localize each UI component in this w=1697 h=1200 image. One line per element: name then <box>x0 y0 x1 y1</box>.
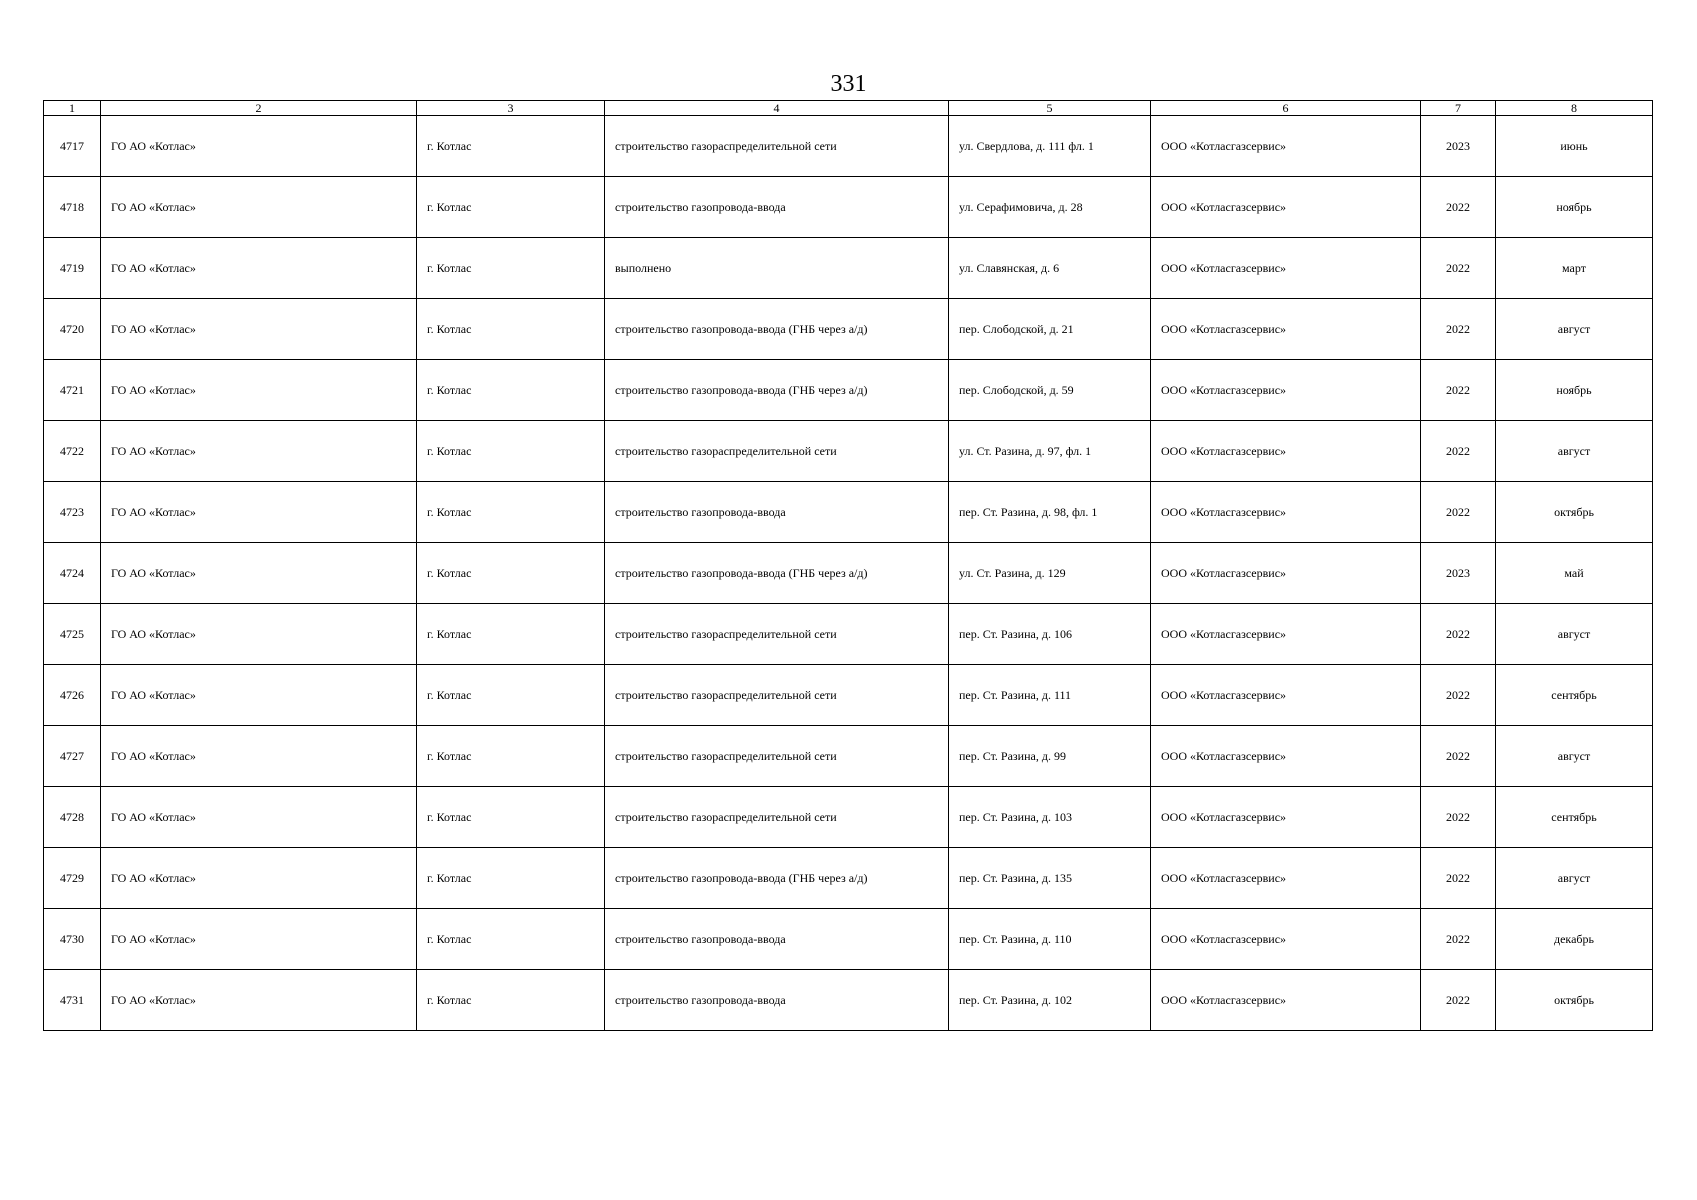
address-cell: ул. Серафимовича, д. 28 <box>949 177 1151 238</box>
month-cell: сентябрь <box>1496 665 1653 726</box>
locality-cell: г. Котлас <box>417 909 605 970</box>
month-cell: август <box>1496 421 1653 482</box>
column-number: 6 <box>1151 101 1421 116</box>
organization-cell: ООО «Котласгазсервис» <box>1151 238 1421 299</box>
municipality-cell: ГО АО «Котлас» <box>101 238 417 299</box>
address-cell: пер. Ст. Разина, д. 110 <box>949 909 1151 970</box>
row-number-cell: 4719 <box>44 238 101 299</box>
month-cell: август <box>1496 299 1653 360</box>
page-number: 331 <box>830 71 867 97</box>
locality-cell: г. Котлас <box>417 360 605 421</box>
municipality-cell: ГО АО «Котлас» <box>101 665 417 726</box>
municipality-cell: ГО АО «Котлас» <box>101 177 417 238</box>
column-number-row <box>44 101 1653 116</box>
organization-cell: ООО «Котласгазсервис» <box>1151 726 1421 787</box>
address-cell: пер. Ст. Разина, д. 99 <box>949 726 1151 787</box>
table-row <box>44 665 1653 726</box>
table-row <box>44 543 1653 604</box>
address-cell: пер. Ст. Разина, д. 98, фл. 1 <box>949 482 1151 543</box>
municipality-cell: ГО АО «Котлас» <box>101 421 417 482</box>
work-type-cell: строительство газопровода-ввода (ГНБ через а/д) <box>605 543 949 604</box>
row-number-cell: 4722 <box>44 421 101 482</box>
row-number-cell: 4721 <box>44 360 101 421</box>
column-number: 2 <box>101 101 417 116</box>
organization-cell: ООО «Котласгазсервис» <box>1151 482 1421 543</box>
column-number: 8 <box>1496 101 1653 116</box>
municipality-cell: ГО АО «Котлас» <box>101 360 417 421</box>
column-number: 4 <box>605 101 949 116</box>
table-row <box>44 299 1653 360</box>
address-cell: пер. Ст. Разина, д. 135 <box>949 848 1151 909</box>
row-number-cell: 4717 <box>44 116 101 177</box>
organization-cell: ООО «Котласгазсервис» <box>1151 970 1421 1031</box>
locality-cell: г. Котлас <box>417 238 605 299</box>
work-type-cell: строительство газопровода-ввода (ГНБ через а/д) <box>605 360 949 421</box>
work-type-cell: строительство газораспределительной сети <box>605 604 949 665</box>
year-cell: 2023 <box>1421 116 1496 177</box>
work-type-cell: строительство газораспределительной сети <box>605 787 949 848</box>
year-cell: 2022 <box>1421 909 1496 970</box>
locality-cell: г. Котлас <box>417 726 605 787</box>
organization-cell: ООО «Котласгазсервис» <box>1151 848 1421 909</box>
year-cell: 2022 <box>1421 421 1496 482</box>
table-row <box>44 177 1653 238</box>
address-cell: ул. Свердлова, д. 111 фл. 1 <box>949 116 1151 177</box>
organization-cell: ООО «Котласгазсервис» <box>1151 604 1421 665</box>
table-row <box>44 726 1653 787</box>
address-cell: пер. Ст. Разина, д. 106 <box>949 604 1151 665</box>
month-cell: март <box>1496 238 1653 299</box>
table-row <box>44 421 1653 482</box>
municipality-cell: ГО АО «Котлас» <box>101 604 417 665</box>
month-cell: август <box>1496 848 1653 909</box>
organization-cell: ООО «Котласгазсервис» <box>1151 177 1421 238</box>
column-number: 7 <box>1421 101 1496 116</box>
locality-cell: г. Котлас <box>417 787 605 848</box>
locality-cell: г. Котлас <box>417 482 605 543</box>
table-body <box>44 116 1653 1031</box>
table-row <box>44 238 1653 299</box>
organization-cell: ООО «Котласгазсервис» <box>1151 421 1421 482</box>
organization-cell: ООО «Котласгазсервис» <box>1151 543 1421 604</box>
locality-cell: г. Котлас <box>417 177 605 238</box>
year-cell: 2022 <box>1421 848 1496 909</box>
work-type-cell: строительство газопровода-ввода <box>605 909 949 970</box>
organization-cell: ООО «Котласгазсервис» <box>1151 360 1421 421</box>
locality-cell: г. Котлас <box>417 421 605 482</box>
column-number: 3 <box>417 101 605 116</box>
column-number: 5 <box>949 101 1151 116</box>
municipality-cell: ГО АО «Котлас» <box>101 299 417 360</box>
table-row <box>44 848 1653 909</box>
organization-cell: ООО «Котласгазсервис» <box>1151 665 1421 726</box>
year-cell: 2022 <box>1421 726 1496 787</box>
row-number-cell: 4731 <box>44 970 101 1031</box>
row-number-cell: 4729 <box>44 848 101 909</box>
locality-cell: г. Котлас <box>417 848 605 909</box>
work-type-cell: строительство газопровода-ввода (ГНБ через а/д) <box>605 848 949 909</box>
year-cell: 2022 <box>1421 177 1496 238</box>
locality-cell: г. Котлас <box>417 543 605 604</box>
year-cell: 2022 <box>1421 299 1496 360</box>
row-number-cell: 4724 <box>44 543 101 604</box>
locality-cell: г. Котлас <box>417 299 605 360</box>
municipality-cell: ГО АО «Котлас» <box>101 909 417 970</box>
municipality-cell: ГО АО «Котлас» <box>101 543 417 604</box>
row-number-cell: 4720 <box>44 299 101 360</box>
municipality-cell: ГО АО «Котлас» <box>101 116 417 177</box>
address-cell: пер. Ст. Разина, д. 103 <box>949 787 1151 848</box>
municipality-cell: ГО АО «Котлас» <box>101 970 417 1031</box>
address-cell: ул. Ст. Разина, д. 97, фл. 1 <box>949 421 1151 482</box>
municipality-cell: ГО АО «Котлас» <box>101 482 417 543</box>
month-cell: август <box>1496 726 1653 787</box>
address-cell: пер. Слободской, д. 21 <box>949 299 1151 360</box>
address-cell: пер. Слободской, д. 59 <box>949 360 1151 421</box>
table-row <box>44 360 1653 421</box>
row-number-cell: 4718 <box>44 177 101 238</box>
row-number-cell: 4725 <box>44 604 101 665</box>
month-cell: октябрь <box>1496 482 1653 543</box>
table-row <box>44 116 1653 177</box>
year-cell: 2022 <box>1421 238 1496 299</box>
month-cell: ноябрь <box>1496 360 1653 421</box>
work-type-cell: строительство газораспределительной сети <box>605 665 949 726</box>
address-cell: пер. Ст. Разина, д. 102 <box>949 970 1151 1031</box>
organization-cell: ООО «Котласгазсервис» <box>1151 116 1421 177</box>
work-type-cell: строительство газораспределительной сети <box>605 116 949 177</box>
municipality-cell: ГО АО «Котлас» <box>101 726 417 787</box>
table-header <box>44 101 1653 116</box>
month-cell: декабрь <box>1496 909 1653 970</box>
month-cell: ноябрь <box>1496 177 1653 238</box>
month-cell: август <box>1496 604 1653 665</box>
work-type-cell: строительство газопровода-ввода <box>605 482 949 543</box>
municipality-cell: ГО АО «Котлас» <box>101 848 417 909</box>
year-cell: 2022 <box>1421 604 1496 665</box>
month-cell: июнь <box>1496 116 1653 177</box>
year-cell: 2022 <box>1421 970 1496 1031</box>
year-cell: 2022 <box>1421 665 1496 726</box>
year-cell: 2022 <box>1421 482 1496 543</box>
locality-cell: г. Котлас <box>417 665 605 726</box>
data-table <box>43 100 1653 1031</box>
year-cell: 2022 <box>1421 787 1496 848</box>
locality-cell: г. Котлас <box>417 604 605 665</box>
address-cell: ул. Ст. Разина, д. 129 <box>949 543 1151 604</box>
row-number-cell: 4723 <box>44 482 101 543</box>
month-cell: сентябрь <box>1496 787 1653 848</box>
column-number: 1 <box>44 101 101 116</box>
work-type-cell: строительство газопровода-ввода <box>605 970 949 1031</box>
locality-cell: г. Котлас <box>417 970 605 1031</box>
organization-cell: ООО «Котласгазсервис» <box>1151 909 1421 970</box>
table-row <box>44 482 1653 543</box>
year-cell: 2023 <box>1421 543 1496 604</box>
table-row <box>44 909 1653 970</box>
row-number-cell: 4728 <box>44 787 101 848</box>
table-row <box>44 604 1653 665</box>
table-row <box>44 787 1653 848</box>
year-cell: 2022 <box>1421 360 1496 421</box>
row-number-cell: 4726 <box>44 665 101 726</box>
work-type-cell: строительство газопровода-ввода (ГНБ через а/д) <box>605 299 949 360</box>
organization-cell: ООО «Котласгазсервис» <box>1151 299 1421 360</box>
work-type-cell: выполнено <box>605 238 949 299</box>
locality-cell: г. Котлас <box>417 116 605 177</box>
month-cell: май <box>1496 543 1653 604</box>
address-cell: пер. Ст. Разина, д. 111 <box>949 665 1151 726</box>
municipality-cell: ГО АО «Котлас» <box>101 787 417 848</box>
work-type-cell: строительство газораспределительной сети <box>605 726 949 787</box>
work-type-cell: строительство газопровода-ввода <box>605 177 949 238</box>
organization-cell: ООО «Котласгазсервис» <box>1151 787 1421 848</box>
row-number-cell: 4730 <box>44 909 101 970</box>
month-cell: октябрь <box>1496 970 1653 1031</box>
address-cell: ул. Славянская, д. 6 <box>949 238 1151 299</box>
work-type-cell: строительство газораспределительной сети <box>605 421 949 482</box>
table-row <box>44 970 1653 1031</box>
row-number-cell: 4727 <box>44 726 101 787</box>
